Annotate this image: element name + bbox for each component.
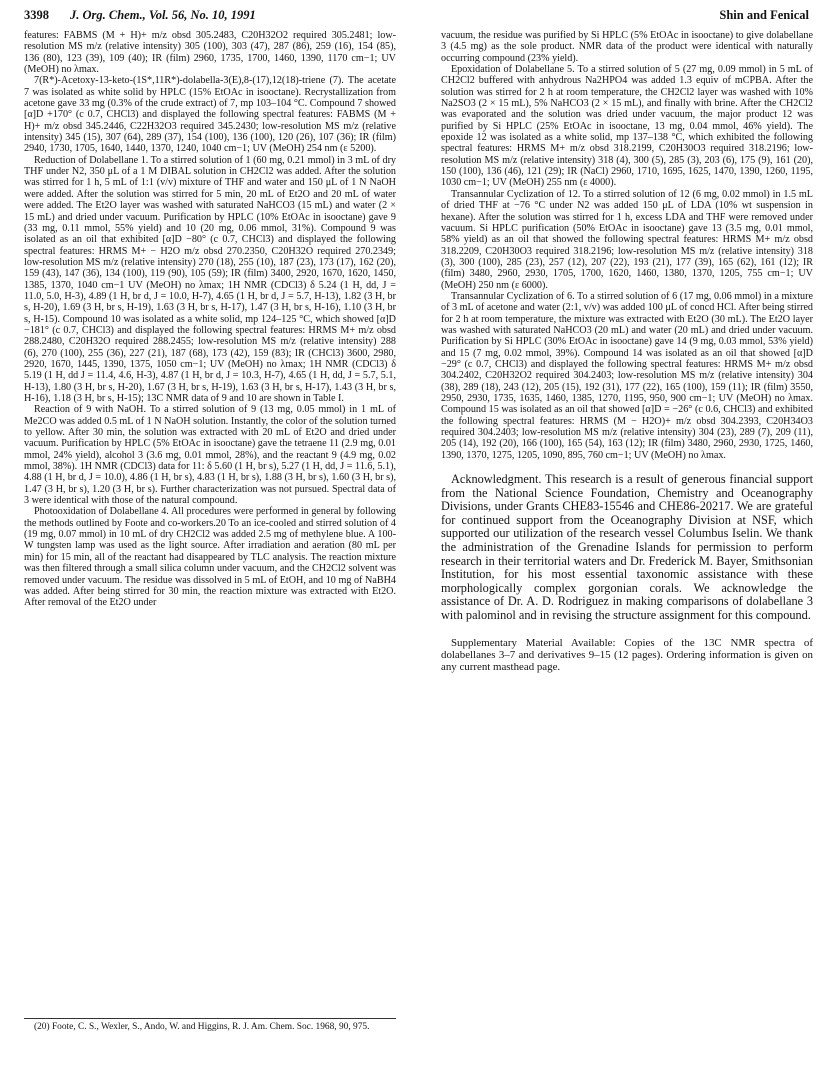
footnote-reference: (20) Foote, C. S., Wexler, S., Ando, W. and Higgins, R. J. Am. Chem. Soc. 1968, 90, 975.: [34, 1022, 370, 1032]
left-column: [24, 30, 396, 1015]
running-header: [24, 8, 809, 26]
running-authors: Shin and Fenical: [719, 8, 809, 22]
right-column: [441, 30, 813, 1040]
page-number: 3398: [24, 8, 49, 22]
paragraph: Transannular Cyclization of 12. To a stirred solution of 12 (6 mg, 0.02 mmol) in 1.5 mL of dried THF at −76 °C under N2 was added 150 μL of LDA (10% wt suspension in hexane). After the solution was stirred for 1 h, excess LDA and THF were removed under vacuum. Si HPLC purification (50% EtOAc in isooctane) gave 13 (3.5 mg, 0.01 mmol, 58% yield) as an oil that showed the following spectral features: HRMS M+ m/z obsd 318.2209, C20H30O3 required 318.2196; low-resolution MS m/z (relative intensity) 318 (3), 300 (100), 285 (23), 257 (12), 207 (22), 193 (21), 177 (39), 165 (62), 161 (12); IR (film) 3480, 2960, 2930, 1705, 1700, 1620, 1460, 1380, 1370, 1205, 755 cm−1; UV (MeOH) 250 nm (ε 6000).: [441, 188, 813, 291]
paragraph: Reaction of 9 with NaOH. To a stirred solution of 9 (13 mg, 0.05 mmol) in 1 mL of Me2CO was added 0.5 mL of 1 N NaOH solution. Instantly, the color of the solution turned to yellow. After 30 min, the solution was extracted with 20 mL of Et2O and dried under vacuum. Purification by HPLC (5% EtOAc in isooctane) gave the tetraene 11 (2.9 mg, 0.01 mmol, 24% yield), alcohol 3 (3.6 mg, 0.01 mmol, 28%), and the reactant 9 (4.9 mg, 0.02 mmol, 38%). 1H NMR (CDCl3) data for 11: δ 5.60 (1 H, br s), 5.27 (1 H, dd, J = 11.6, 5.1), 4.88 (1 H, br d, J = 10.0), 4.86 (1 H, br s), 4.83 (1 H, br s), 1.88 (3 H, br s), 1.60 (3 H, br s), 1.47 (3 H, br s), 1.20 (3 H, br s). Further characterization was not pursued. Spectral data of 3 were identical with those of the natural compound.: [24, 404, 396, 507]
paragraph: features: FABMS (M + H)+ m/z obsd 305.2483, C20H32O2 required 305.2481; low-resolution MS m/z (relative intensity) 305 (100), 303 (47), 287 (86), 259 (16), 154 (85), 136 (80), 123 (39), 109 (40); IR (film) 2960, 1735, 1700, 1460, 1390, 1170 cm−1; UV (MeOH) no λmax.: [24, 30, 396, 76]
footnote: [24, 1022, 396, 1033]
supplementary-material: Supplementary Material Available: Copies of the 13C NMR spectra of dolabellanes 3–7 and derivatives 9–15 (12 pages). Ordering information is given on any current masthead page.: [441, 636, 813, 673]
journal-citation: J. Org. Chem., Vol. 56, No. 10, 1991: [70, 8, 256, 22]
paragraph: Photooxidation of Dolabellane 4. All procedures were performed in general by following the methods outlined by Foote and co-workers.20 To an ice-cooled and stirred solution of 4 (19 mg, 0.07 mmol) in 10 mL of dry CH2Cl2 was added 2.5 mg of methylene blue. A 100-W tungsten lamp was used as the light source. After irradiation and aeration (80 mL per min) for 15 min, all of the reactant had disappeared by TLC analysis. The reaction mixture was then filtered through a small silica column under vacuum, and the CH2Cl2 solvent was removed under vacuum. The residue was dissolved in 5 mL of EtOH, and 10 mg of NaBH4 was added. After being stirred for 30 min, the reaction mixture was extracted with Et2O. After removal of the Et2O under: [24, 506, 396, 609]
paragraph: Epoxidation of Dolabellane 5. To a stirred solution of 5 (27 mg, 0.09 mmol) in 5 mL of CH2Cl2 buffered with anhydrous Na2HPO4 was added 1.3 equiv of mCPBA. After the solution was stirred for 2 h at room temperature, the CH2Cl2 layer was washed with 10% Na2SO3 (2 × 15 mL), 5% NaHCO3 (2 × 15 mL), and finally with brine. After the CH2Cl2 was evaporated and the solution was dried under vacuum, the major product 12 was purified by Si HPLC (25% EtOAc in isooctane, 13 mg, 0.04 mmol, 46% yield). The epoxide 12 was isolated as a white solid, mp 137–138 °C, which exhibited the following spectral features: HRMS M+ m/z obsd 318.2199, C20H30O3 required 318.2196; low-resolution MS m/z (relative intensity) 318 (4), 300 (5), 285 (3), 203 (6), 175 (9), 161 (20), 150 (100), 136 (46), 121 (29); IR (NaCl) 2960, 1710, 1695, 1625, 1470, 1390, 1260, 1195, 1030 cm−1; UV (MeOH) 255 nm (ε 4000).: [441, 64, 813, 189]
paragraph: 7(R*)-Acetoxy-13-keto-(1S*,11R*)-dolabella-3(E),8-(17),12(18)-triene (7). The acetate 7 was isolated as white solid by HPLC (15% EtOAc in isooctane). Recrystallization from acetone gave 33 mg (0.3% of the crude extract) of 7, mp 103–104 °C. Compound 7 showed [α]D +170° (c 0.7, CHCl3) and displayed the following spectral features: FABMS (M + H)+ m/z obsd 345.2446, C22H32O3 required 345.2430; low-resolution MS m/z (relative intensity) 345 (15), 307 (64), 289 (37), 154 (100), 136 (100), 120 (26), 107 (36); IR (film) 2940, 1730, 1705, 1640, 1440, 1370, 1240, 1040 cm−1; UV (MeOH) 254 nm (ε 5200).: [24, 75, 396, 155]
footnote-rule: [24, 1018, 396, 1019]
paragraph: vacuum, the residue was purified by Si HPLC (5% EtOAc in isooctane) to give dolabellane 3 (4.5 mg) as the sole product. NMR data of the product were identical with naturally occurring compound (23% yield).: [441, 30, 813, 64]
paragraph: Reduction of Dolabellane 1. To a stirred solution of 1 (60 mg, 0.21 mmol) in 3 mL of dry THF under N2, 350 μL of a 1 M DIBAL solution in CH2Cl2 was added. After the solution was stirred for 1 h, 5 mL of 1:1 (v/v) mixture of THF and water and 150 μL of 1 N NaOH were added. After the solution was stirred for 5 min, 20 mL of Et2O and 20 mL of water were added. The Et2O layer was washed with saturated NaHCO3 (15 mL) and water (2 × 15 mL) and dried under vacuum. Purification by HPLC (10% EtOAc in isooctane) gave 9 (33 mg, 0.11 mmol, 55% yield) and 10 (20 mg, 0.06 mmol, 31%). Compound 9 was isolated as an oil that exhibited [α]D −80° (c 0.7, CHCl3) and displayed the following spectral features: HRMS M+ − H2O m/z obsd 270.2350, C20H32O required 270.2349; low-resolution MS m/z (relative intensity) 270 (18), 255 (10), 187 (23), 173 (17), 162 (20), 159 (43), 147 (36), 134 (100), 119 (90), 105 (59); IR (film) 3400, 2920, 1670, 1620, 1450, 1385, 1370, 1040 cm−1 UV (MeOH) no λmax; 1H NMR (CDCl3) δ 5.24 (1 H, dd, J = 11.0, 5.0, H-3), 4.89 (1 H, br d, J = 10.0, H-7), 4.65 (1 H, br d, J = 5.7, H-13), 1.82 (3 H, br s, H-20), 1.69 (3 H, br s, H-19), 1.63 (3 H, br s, H-17), 1.47 (3 H, br s, H-16), 1.10 (3 H, br s, H-15). Compound 10 was isolated as a white solid, mp 124–125 °C, which showed [α]D −181° (c 0.7, CHCl3) and displayed the following spectral features: HRMS M+ m/z obsd 288.2480, C20H32O required 288.2455; low-resolution MS m/z (relative intensity) 288 (6), 270 (100), 255 (36), 227 (21), 187 (68), 173 (42), 159 (83); IR (CHCl3) 3600, 2980, 2920, 1670, 1445, 1390, 1375, 1050 cm−1; UV (MeOH) no λmax; 1H NMR (CDCl3) δ 5.19 (1 H, dd J = 11.4, 4.6, H-3), 4.87 (1 H, br d, J = 10.3, H-7), 4.65 (1 H, dd, J = 5.7, 5.1, H-13), 1.80 (3 H, br s, H-20), 1.67 (3 H, br s, H-19), 1.63 (3 H, br s, H-17), 1.43 (3 H, br s, H-16), 1.18 (3 H, br s, H-15); 13C NMR data of 9 and 10 are shown in Table I.: [24, 154, 396, 404]
paragraph: Transannular Cyclization of 6. To a stirred solution of 6 (17 mg, 0.06 mmol) in a mixture of 3 mL of acetone and water (2:1, v/v) was added 100 μL of concd HCl. After being stirred for 2 h at room temperature, the mixture was extracted with Et2O (30 mL). The Et2O layer was washed with saturated NaHCO3 (20 mL) and water (20 mL) and dried under vacuum. Purification by Si HPLC (30% EtOAc in isooctane) gave 14 (9 mg, 0.03 mmol, 53% yield) and 15 (7 mg, 0.02 mmol, 39%). Compound 14 was isolated as an oil that showed [α]D −29° (c 0.7, CHCl3) and displayed the following spectral features: HRMS M+ m/z obsd 304.2402, C20H32O2 required 304.2403; low-resolution MS m/z (relative intensity) 304 (38), 289 (18), 243 (12), 205 (15), 192 (31), 177 (22), 165 (100), 159 (11); IR (film) 3550, 2950, 2930, 1735, 1635, 1460, 1385, 1270, 1195, 950, 900 cm−1; UV (MeOH) no λmax. Compound 15 was isolated as an oil that showed [α]D = −26° (c 0.6, CHCl3) and exhibited the following spectral features: HRMS (M − H2O)+ m/z obsd 304.2393, C20H34O3 required 304.2403; low-resolution MS m/z (relative intensity) 304 (23), 289 (7), 209 (11), 205 (14), 192 (20), 166 (100), 165 (54), 163 (12); IR (film) 3480, 2960, 2930, 1725, 1460, 1390, 1370, 1275, 1205, 1090, 895, 760 cm−1; UV (MeOH) no λmax.: [441, 290, 813, 461]
acknowledgment: Acknowledgment. This research is a result of generous financial support from the National Science Foundation, Chemistry and Oceanography Divisions, under Grants CHE83-15546 and CHE86-20217. We are grateful for continued support from the Oceanography Division at NSF, which supported our utilization of the research vessel Columbus Iselin. We thank the administration of the Grenadine Islands for permission to perform research in their territorial waters and Dr. Frederick M. Bayer, Smithsonian Institution, for his most essential taxonomic assistance with these morphologically complex gorgonian corals. We acknowledge the assistance of Dr. A. D. Rodriguez in making comparisons of dolabellane 3 with palominol and in revising the structure assignment for this compound.: [441, 472, 813, 622]
